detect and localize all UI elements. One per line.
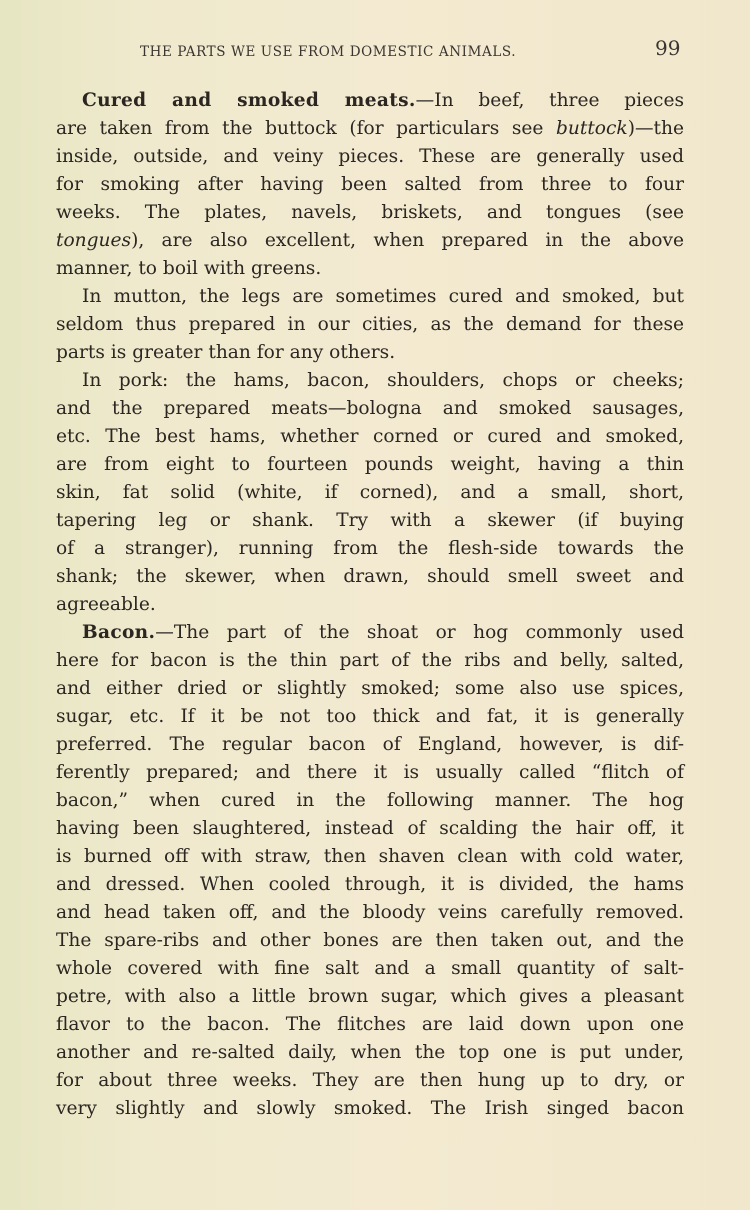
text-line: and dressed. When cooled through, it is divided, the hams bbox=[56, 874, 684, 895]
text-line: manner, to boil with greens. bbox=[56, 258, 322, 279]
text-line: and head taken off, and the bloody veins carefully removed. bbox=[56, 902, 684, 923]
text-line: whole covered with fine salt and a small quantity of salt- bbox=[56, 958, 684, 979]
text-line: for about three weeks. They are then hung up to dry, or bbox=[56, 1070, 684, 1091]
text-line: having been slaughtered, instead of scalding the hair off, it bbox=[56, 818, 684, 839]
body-text bbox=[56, 87, 684, 1123]
text-line: ferently prepared; and there it is usually called “flitch of bbox=[56, 762, 684, 783]
text-line: another and re-salted daily, when the top one is put under, bbox=[56, 1042, 684, 1063]
text-line: tapering leg or shank. Try with a skewer (if buying bbox=[56, 510, 684, 531]
page-number: 99 bbox=[655, 36, 681, 60]
text-line: flavor to the bacon. The flitches are laid down upon one bbox=[56, 1014, 684, 1035]
text-line: skin, fat solid (white, if corned), and a small, short, bbox=[56, 482, 684, 503]
section-heading-bacon: Bacon. bbox=[82, 622, 156, 643]
text-line: etc. The best hams, whether corned or cured and smoked, bbox=[56, 426, 684, 447]
text-line: and the prepared meats—bologna and smoked sausages, bbox=[56, 398, 684, 419]
section-heading-cured: Cured and smoked meats. bbox=[82, 90, 416, 111]
text-line: petre, with also a little brown sugar, which gives a pleasant bbox=[56, 986, 684, 1007]
text-line: agreeable. bbox=[56, 594, 156, 615]
text-line: here for bacon is the thin part of the ribs and belly, salted, bbox=[56, 650, 684, 671]
text-line: and either dried or slightly smoked; some also use spices, bbox=[56, 678, 684, 699]
text-fragment: are taken from the buttock (for particulars see bbox=[56, 118, 556, 139]
text-line: shank; the skewer, when drawn, should smell sweet and bbox=[56, 566, 684, 587]
text-line bbox=[56, 115, 684, 143]
running-head: THE PARTS WE USE FROM DOMESTIC ANIMALS. bbox=[140, 44, 517, 60]
text-fragment: ), are also excellent, when prepared in the above bbox=[131, 230, 684, 251]
text-line: inside, outside, and veiny pieces. These are generally used bbox=[56, 146, 684, 167]
text-line: In mutton, the legs are sometimes cured and smoked, but bbox=[82, 286, 684, 307]
text-fragment: )—the bbox=[627, 118, 684, 139]
text-fragment: —The part of the shoat or hog commonly used bbox=[155, 622, 684, 643]
text-line: seldom thus prepared in our cities, as the demand for these bbox=[56, 314, 684, 335]
text-line: bacon,” when cured in the following manner. The hog bbox=[56, 790, 684, 811]
cross-reference: buttock bbox=[555, 118, 628, 139]
cross-reference: tongues bbox=[56, 230, 132, 251]
text-line: The spare-ribs and other bones are then taken out, and the bbox=[56, 930, 684, 951]
text-line: weeks. The plates, navels, briskets, and tongues (see bbox=[56, 202, 684, 223]
text-line: is burned off with straw, then shaven clean with cold water, bbox=[56, 846, 684, 867]
text-line: preferred. The regular bacon of England, however, is dif- bbox=[56, 734, 684, 755]
text-line bbox=[56, 619, 684, 647]
text-line: for smoking after having been salted from three to four bbox=[56, 174, 684, 195]
text-line bbox=[56, 87, 684, 115]
text-line: sugar, etc. If it be not too thick and fat, it is generally bbox=[56, 706, 684, 727]
text-line: very slightly and slowly smoked. The Irish singed bacon bbox=[56, 1098, 684, 1119]
text-line: of a stranger), running from the flesh-side towards the bbox=[56, 538, 684, 559]
text-line: are from eight to fourteen pounds weight, having a thin bbox=[56, 454, 684, 475]
text-line bbox=[56, 227, 684, 255]
text-line: parts is greater than for any others. bbox=[56, 342, 396, 363]
text-fragment: —In beef, three pieces bbox=[415, 90, 685, 111]
text-line: In pork: the hams, bacon, shoulders, chops or cheeks; bbox=[82, 370, 684, 391]
